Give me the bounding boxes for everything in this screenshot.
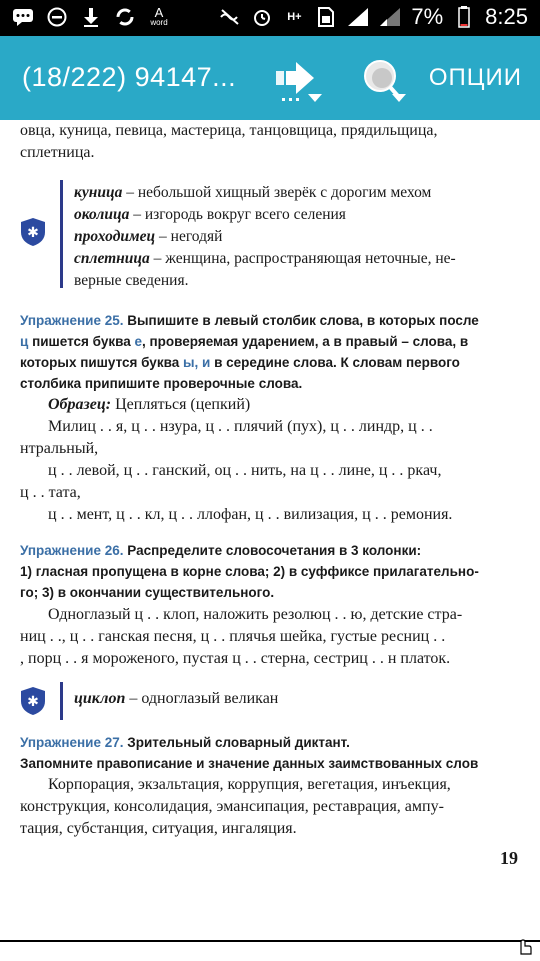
shield-icon — [20, 217, 46, 247]
vocab-entry: проходимец – негодяй — [74, 228, 223, 245]
vocab-entry-continuation: верные сведения. — [74, 272, 189, 289]
sim-icon — [315, 6, 337, 28]
word-app-label: word — [150, 18, 168, 27]
exercise-line: нтральный, — [20, 440, 99, 457]
svg-text:✱: ✱ — [27, 694, 39, 710]
exercise-line: ниц . ., ц . . ганская песня, ц . . плячья шейка, густые ресниц . . — [20, 628, 446, 645]
word-app-icon — [148, 6, 170, 28]
page-text-line: овца, куница, певица, мастерица, танцовщица, прядильщица, — [20, 122, 438, 139]
page-number: 19 — [500, 848, 518, 868]
sync-icon — [114, 6, 136, 28]
signal-icon — [347, 6, 369, 28]
vocab-entry: околица – изгородь вокруг всего селения — [74, 206, 346, 223]
signal-icon — [379, 6, 401, 28]
svg-text:✱: ✱ — [27, 225, 39, 241]
signal-mute-icon — [219, 6, 241, 28]
exercise-line: Одноглазый ц . . клоп, наложить резолюц . . ю, детские стра- — [48, 606, 463, 623]
vocab-entry: циклоп – одноглазый великан — [74, 690, 279, 707]
hplus-text: H+ — [287, 11, 302, 23]
battery-icon — [453, 6, 475, 28]
search-button[interactable] — [356, 54, 408, 104]
exercise-line: , порц . . я мороженого, пустая ц . . стерна, сестриц . . н платок. — [20, 650, 451, 667]
exercise-sample: Образец: Цепляться (цепкий) — [48, 396, 251, 413]
exercise-25-instructions: Упражнение 25. Выпишите в левый столбик слова, в которых после ц пишется буква е, проверяемая ударением, а в правый – слова, в которых пишутся буква ы, и в середине слова. К словам первого столбика припишите проверочные слова. — [20, 313, 479, 391]
options-menu-button[interactable]: ОПЦИИ — [428, 64, 522, 91]
exercise-line: ц . . мент, ц . . кл, ц . . ллофан, ц . . вилизация, ц . . ремония. — [48, 506, 453, 523]
shield-icon — [20, 686, 46, 716]
bottom-divider — [0, 940, 540, 942]
vocab-box — [74, 182, 520, 292]
minus-circle-icon — [46, 6, 68, 28]
exercise-line: ц . . тата, — [20, 484, 81, 501]
forward-button[interactable] — [272, 54, 324, 104]
vocab-entry: куница – небольшой хищный зверёк с дорогим мехом — [74, 184, 432, 201]
status-bar — [0, 0, 540, 36]
download-icon — [80, 6, 102, 28]
chat-icon — [12, 6, 34, 28]
exercise-line: Милиц . . я, ц . . нзура, ц . . плячий (пух), ц . . линдр, ц . . — [48, 418, 433, 435]
dropdown-triangle-icon — [392, 94, 406, 102]
document-title: (18/222) 94147... — [22, 62, 237, 92]
exercise-line: Корпорация, экзальтация, коррупция, вегетация, инъекция, — [48, 776, 451, 793]
exercise-line: тация, субстанция, ситуация, ингаляция. — [20, 820, 297, 837]
dropdown-triangle-icon — [308, 94, 322, 102]
battery-percent: 7% — [411, 4, 444, 29]
vocab-box-bar — [60, 180, 63, 288]
page-content — [0, 120, 540, 940]
exercise-line: конструкция, консолидация, эмансипация, реставрация, ампу- — [20, 798, 444, 815]
exercise-line: ц . . левой, ц . . ганский, оц . . нить, на ц . . лине, ц . . ркач, — [48, 462, 442, 479]
hand-pointer-icon[interactable] — [514, 936, 534, 961]
word-app-letter: A — [154, 5, 164, 20]
hplus-icon — [283, 6, 305, 28]
app-bar — [0, 36, 540, 120]
vocab-box-bar — [60, 682, 63, 720]
exercise-26-instructions: Упражнение 26. Распределите словосочетания в 3 колонки: 1) гласная пропущена в корне слова; 2) в суффиксе прилагательно- го; 3) в окончании существительного. — [20, 543, 479, 600]
vocab-entry: сплетница – женщина, распространяющая неточные, не- — [74, 250, 456, 267]
exercise-27-instructions: Упражнение 27. Зрительный словарный диктант. Запомните правописание и значение данных заимствованных слов — [20, 735, 479, 771]
page-text-line: сплетница. — [20, 144, 95, 161]
clock: 8:25 — [485, 4, 528, 29]
alarm-icon — [251, 6, 273, 28]
